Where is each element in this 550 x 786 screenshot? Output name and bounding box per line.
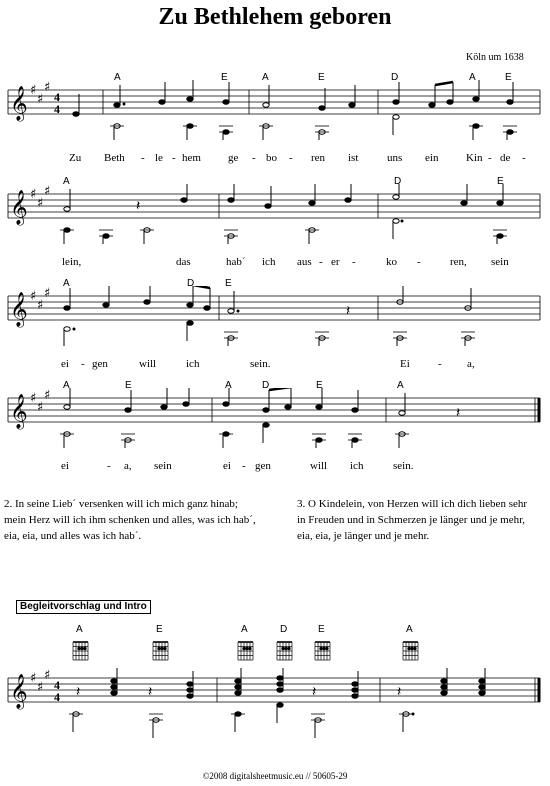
- lyric-syllable: ich: [262, 256, 276, 268]
- verse-2-line-1: 2. In seine Lieb´ versenken will ich mich ganz hinab;: [4, 498, 238, 510]
- lyric-syllable: sein: [491, 256, 509, 268]
- verse-2-line-3: eia, eia, und alles was ich hab´.: [4, 530, 142, 542]
- svg-text:𝄞: 𝄞: [10, 394, 28, 429]
- lyric-syllable: ich: [350, 460, 364, 472]
- lyric-syllable: -: [81, 358, 85, 370]
- svg-text:𝄞: 𝄞: [10, 292, 28, 327]
- lyric-syllable: -: [252, 152, 256, 164]
- svg-text:♯: ♯: [37, 400, 44, 415]
- verse-3: [297, 496, 550, 544]
- chord-symbol: A: [225, 380, 232, 391]
- lyric-syllable: lein,: [62, 256, 82, 268]
- lyric-syllable: hem: [182, 152, 201, 164]
- svg-text:4: 4: [54, 90, 60, 104]
- svg-text:𝄞: 𝄞: [10, 674, 28, 709]
- lyric-syllable: Beth: [104, 152, 125, 164]
- lyric-syllable: -: [438, 358, 442, 370]
- staff-system-1: [0, 80, 550, 140]
- lyric-syllable: -: [107, 460, 111, 472]
- lyric-syllable: will: [139, 358, 157, 370]
- intro-label: Begleitvorschlag und Intro: [16, 600, 151, 614]
- lyric-syllable: ko: [386, 256, 397, 268]
- intro-chord-symbol: E: [156, 624, 163, 635]
- chord-symbol: D: [262, 380, 270, 391]
- staff-intro: [0, 668, 550, 738]
- svg-text:𝄽: 𝄽: [456, 405, 461, 421]
- svg-text:𝄽: 𝄽: [397, 684, 402, 700]
- intro-chord-symbol: A: [241, 624, 248, 635]
- chord-symbol: A: [469, 72, 476, 83]
- lyric-syllable: uns: [387, 152, 403, 164]
- lyric-syllable: -: [319, 256, 323, 268]
- lyric-syllable: sein.: [393, 460, 414, 472]
- chord-symbol: E: [125, 380, 132, 391]
- svg-text:4: 4: [54, 678, 60, 692]
- svg-text:♯: ♯: [30, 83, 37, 98]
- lyric-syllable: sein.: [250, 358, 271, 370]
- lyric-syllable: ei: [61, 358, 69, 370]
- verse-2-line-2: mein Herz will ich ihm schenken und alles, was ich hab´,: [4, 514, 256, 526]
- svg-text:♯: ♯: [44, 668, 51, 683]
- lyric-syllable: ge: [228, 152, 239, 164]
- lyric-syllable: er: [331, 256, 340, 268]
- lyric-syllable: -: [289, 152, 293, 164]
- lyric-syllable: -: [522, 152, 526, 164]
- lyric-syllable: -: [242, 460, 246, 472]
- svg-text:♯: ♯: [30, 671, 37, 686]
- svg-text:𝄞: 𝄞: [10, 190, 28, 225]
- lyric-syllable: a,: [124, 460, 132, 472]
- svg-text:♯: ♯: [44, 286, 51, 301]
- verse-3-line-3: eia, eia, je länger und je mehr.: [297, 530, 430, 542]
- lyric-syllable: ich: [186, 358, 200, 370]
- intro-chord-symbol: A: [76, 624, 83, 635]
- svg-text:♯: ♯: [37, 298, 44, 313]
- lyric-syllable: -: [417, 256, 421, 268]
- svg-text:♯: ♯: [30, 289, 37, 304]
- lyric-syllable: gen: [92, 358, 108, 370]
- svg-text:♯: ♯: [44, 184, 51, 199]
- chord-diagrams: [0, 638, 550, 668]
- chord-symbol: A: [397, 380, 404, 391]
- lyric-syllable: Zu: [69, 152, 82, 164]
- chord-symbol: A: [63, 380, 70, 391]
- treble-clef: 𝄞: [10, 86, 28, 121]
- lyric-syllable: ist: [348, 152, 359, 164]
- svg-text:♯: ♯: [30, 391, 37, 406]
- staff-system-2: [0, 184, 550, 244]
- lyric-syllable: das: [176, 256, 191, 268]
- chord-symbol: A: [63, 278, 70, 289]
- chord-symbol: A: [262, 72, 269, 83]
- lyric-syllable: -: [488, 152, 492, 164]
- chord-symbol: E: [225, 278, 232, 289]
- lyric-syllable: Kin: [466, 152, 483, 164]
- copyright-footer: ©2008 digitalsheetmusic.eu // 50605-29: [202, 771, 348, 781]
- svg-text:♯: ♯: [37, 92, 44, 107]
- verse-3-line-1: 3. O Kindelein, von Herzen will ich dich lieben sehr: [297, 498, 528, 510]
- lyric-syllable: aus: [297, 256, 312, 268]
- svg-text:𝄽: 𝄽: [148, 684, 153, 700]
- chord-symbol: D: [187, 278, 195, 289]
- chord-symbol: A: [63, 176, 70, 187]
- origin-note: Köln um 1638: [466, 52, 524, 63]
- verse-3-line-2: in Freuden und in Schmerzen je länger und je mehr,: [297, 514, 526, 526]
- lyric-syllable: de: [500, 152, 511, 164]
- lyric-syllable: ein: [425, 152, 439, 164]
- svg-text:𝄽: 𝄽: [312, 684, 317, 700]
- lyric-syllable: sein: [154, 460, 172, 472]
- lyric-syllable: ei: [61, 460, 69, 472]
- lyric-syllable: hab´: [226, 256, 246, 268]
- staff-system-3: [0, 286, 550, 346]
- svg-text:♯: ♯: [44, 80, 51, 95]
- svg-text:♯: ♯: [30, 187, 37, 202]
- svg-text:4: 4: [54, 102, 60, 116]
- lyric-syllable: Ei: [400, 358, 410, 370]
- chord-symbol: A: [114, 72, 121, 83]
- svg-text:𝄽: 𝄽: [136, 198, 141, 214]
- lyric-syllable: gen: [255, 460, 271, 472]
- chord-symbol: E: [497, 176, 504, 187]
- chord-symbol: E: [316, 380, 323, 391]
- lyric-syllable: ren: [311, 152, 326, 164]
- lyric-syllable: -: [352, 256, 356, 268]
- svg-text:♯: ♯: [37, 680, 44, 695]
- svg-text:♯: ♯: [44, 388, 51, 403]
- chord-symbol: D: [394, 176, 402, 187]
- verse-2: [4, 496, 304, 544]
- intro-chord-symbol: D: [280, 624, 288, 635]
- lyric-syllable: -: [141, 152, 145, 164]
- chord-symbol: D: [391, 72, 399, 83]
- svg-text:♯: ♯: [37, 196, 44, 211]
- intro-chord-symbol: E: [318, 624, 325, 635]
- svg-text:𝄽: 𝄽: [346, 303, 351, 319]
- staff-system-4: [0, 388, 550, 448]
- chord-symbol: E: [221, 72, 228, 83]
- lyric-syllable: -: [172, 152, 176, 164]
- svg-text:𝄽: 𝄽: [76, 684, 81, 700]
- lyric-syllable: a,: [467, 358, 475, 370]
- chord-symbol: E: [318, 72, 325, 83]
- lyric-syllable: ren,: [450, 256, 467, 268]
- lyric-syllable: will: [310, 460, 328, 472]
- song-title: Zu Bethlehem geboren: [158, 4, 392, 30]
- svg-text:4: 4: [54, 690, 60, 704]
- lyric-syllable: le: [155, 152, 163, 164]
- intro-chord-symbol: A: [406, 624, 413, 635]
- lyric-syllable: ei: [223, 460, 231, 472]
- lyric-syllable: bo: [266, 152, 277, 164]
- chord-symbol: E: [505, 72, 512, 83]
